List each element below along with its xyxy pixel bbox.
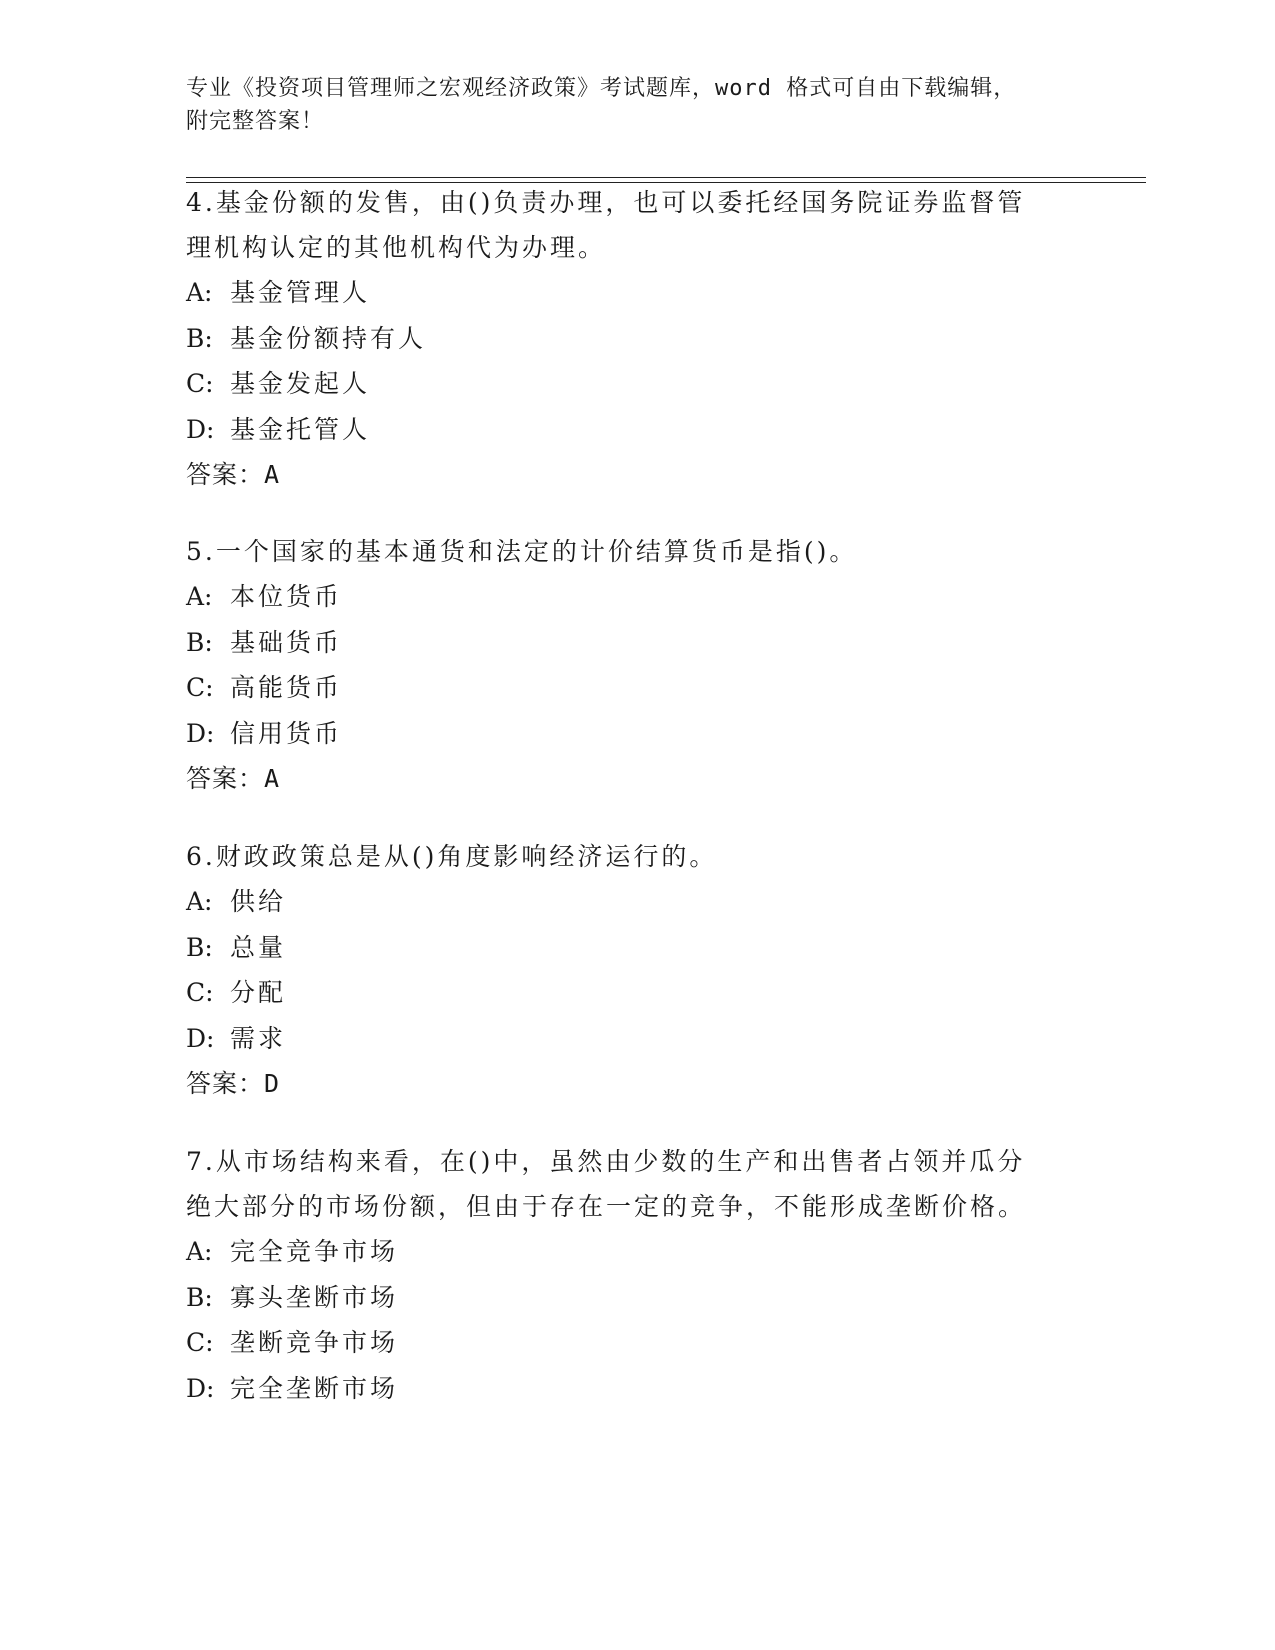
option-b [186, 620, 1066, 666]
header-line-1: 专业《投资项目管理师之宏观经济政策》考试题库，word 格式可自由下载编辑， [186, 76, 1017, 101]
answer-line: 答案：D [186, 1069, 281, 1098]
header-line-2: 附完整答案！ [186, 109, 325, 134]
answer-line: 答案：A [186, 460, 281, 489]
option-text: 分配 [230, 978, 287, 1007]
option-key: A: [186, 887, 213, 916]
question-stem-line: 4.基金份额的发售，由()负责办理，也可以委托经国务院证券监督管 [186, 188, 1026, 217]
option-text: 总量 [230, 932, 287, 962]
option-text: 信用货币 [230, 718, 343, 748]
question-stem-line: 5.一个国家的基本通货和法定的计价结算货币是指()。 [186, 537, 858, 566]
option-text: 基础货币 [230, 627, 343, 657]
option-key: A: [186, 278, 213, 307]
option-key: B: [186, 1282, 213, 1312]
option-b [186, 925, 1066, 971]
option-b [186, 316, 1066, 362]
option-text: 垄断竞争市场 [230, 1328, 399, 1357]
option-text: 基金发起人 [230, 369, 371, 398]
option-key: D: [186, 1023, 215, 1053]
question-stem-line: 绝大部分的市场份额，但由于存在一定的竞争，不能形成垄断价格。 [186, 1192, 1027, 1221]
question-5 [186, 529, 1066, 801]
option-key: C: [186, 1328, 214, 1357]
option-a [186, 270, 1066, 316]
option-text: 需求 [230, 1023, 287, 1053]
question-7 [186, 1139, 1066, 1411]
question-stem [186, 180, 1066, 270]
option-key: A: [186, 582, 213, 611]
answer-line: 答案：A [186, 764, 281, 793]
option-text: 基金托管人 [230, 414, 371, 444]
option-key: B: [186, 932, 213, 962]
option-key: B: [186, 627, 213, 657]
option-d [186, 1366, 1066, 1412]
option-d [186, 407, 1066, 453]
option-text: 寡头垄断市场 [230, 1282, 399, 1312]
option-a [186, 879, 1066, 925]
option-d [186, 711, 1066, 757]
option-text: 高能货币 [230, 673, 343, 702]
question-stem [186, 1139, 1066, 1229]
question-stem [186, 834, 1066, 879]
option-key: C: [186, 978, 214, 1007]
option-d [186, 1016, 1066, 1062]
option-key: D: [186, 718, 215, 748]
question-4 [186, 180, 1066, 497]
option-a [186, 574, 1066, 620]
option-text: 完全垄断市场 [230, 1373, 399, 1403]
option-text: 基金份额持有人 [230, 323, 427, 353]
option-b [186, 1275, 1066, 1321]
document-header [186, 72, 1066, 138]
option-a [186, 1229, 1066, 1275]
question-stem-line: 理机构认定的其他机构代为办理。 [186, 233, 607, 262]
option-text: 完全竞争市场 [230, 1237, 399, 1266]
option-key: C: [186, 673, 214, 702]
header-divider-top [186, 177, 1146, 178]
option-c [186, 1320, 1066, 1366]
option-c [186, 970, 1066, 1016]
option-text: 本位货币 [230, 582, 343, 611]
option-key: A: [186, 1237, 213, 1266]
option-c [186, 665, 1066, 711]
question-stem-line: 6.财政政策总是从()角度影响经济运行的。 [186, 842, 718, 871]
option-c [186, 361, 1066, 407]
question-stem-line: 7.从市场结构来看，在()中，虽然由少数的生产和出售者占领并瓜分 [186, 1147, 1026, 1176]
option-text: 基金管理人 [230, 278, 371, 307]
option-key: D: [186, 1373, 215, 1403]
option-key: D: [186, 414, 215, 444]
option-key: C: [186, 369, 214, 398]
question-6 [186, 834, 1066, 1106]
option-text: 供给 [230, 887, 287, 916]
question-stem [186, 529, 1066, 574]
option-key: B: [186, 323, 213, 353]
